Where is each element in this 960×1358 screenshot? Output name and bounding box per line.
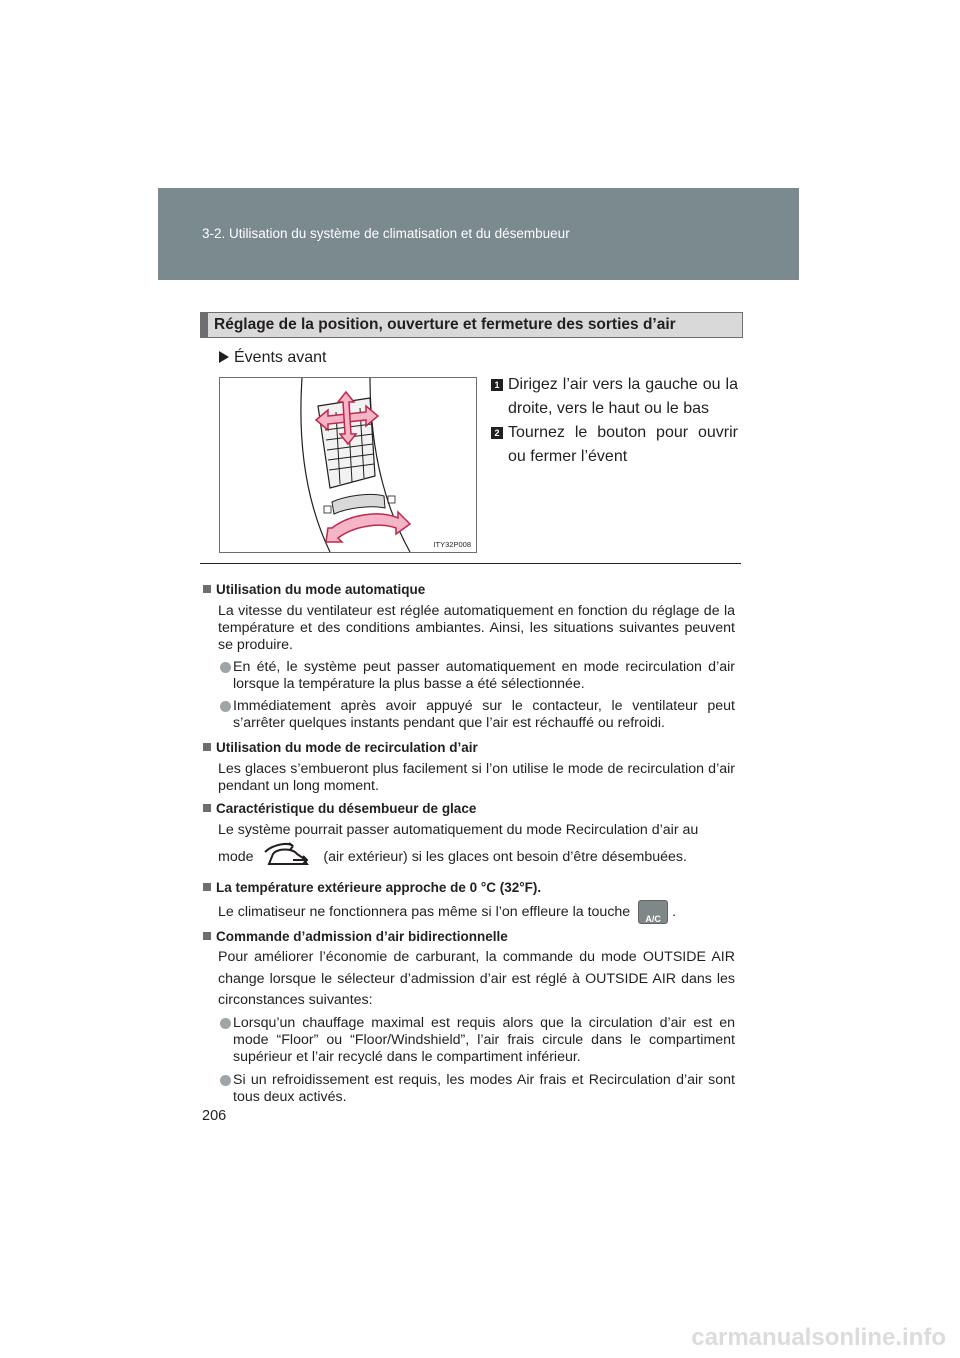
square-bullet-icon (203, 804, 211, 812)
bullet-auto-1 (220, 659, 735, 693)
note-heading-defog (203, 801, 476, 816)
round-bullet-icon (220, 1075, 231, 1086)
step-1 (491, 373, 738, 421)
round-bullet-icon (220, 662, 231, 673)
bullet-bidir-1-text: Lorsqu’un chauffage maximal est requis alors que la circulation d’air est en mode “Floor” ou “Floor/Windshield”, l’air frais circule dans le compartiment supérieur et l’air recyclé dans le compartiment inférieur. (233, 1015, 735, 1065)
step-number-1: 1 (491, 379, 503, 391)
note-heading-temp-text: La température extérieure approche de 0 °C (32°F). (216, 880, 542, 895)
note-heading-auto (203, 582, 425, 597)
note-text-defog-b (218, 842, 735, 872)
bullet-auto-2 (220, 698, 735, 732)
defog-text-c: (air extérieur) si les glaces ont besoin d’être désembuées. (323, 849, 687, 865)
note-text-temp-a: Le climatiseur ne fonctionnera pas même si l’on effleure la touche (218, 904, 631, 920)
note-heading-bidir-text: Commande d’admission d’air bidirectionnelle (216, 929, 508, 944)
note-heading-recirc (203, 740, 478, 755)
note-text-recirc: Les glaces s’embueront plus facilement si l’on utilise le mode de recirculation d’air pendant un long moment. (218, 761, 735, 794)
air-vent-icon (220, 378, 476, 552)
step-text-2: Tournez le bouton pour ouvrir ou fermer l’évent (508, 424, 738, 465)
note-text-defog-a: Le système pourrait passer automatiquement du mode Recirculation d’air au (218, 822, 699, 838)
breadcrumb: 3-2. Utilisation du système de climatisation et du désembueur (202, 226, 570, 241)
vents-label-text: Évents avant (234, 349, 327, 366)
round-bullet-icon (220, 701, 231, 712)
figure-code: ITY32P008 (433, 540, 471, 549)
ac-button-icon (638, 900, 668, 924)
square-bullet-icon (203, 932, 211, 940)
section-title-tab (201, 313, 208, 337)
section-title: Réglage de la position, ouverture et fermeture des sorties d’air (214, 316, 676, 333)
note-heading-auto-text: Utilisation du mode automatique (216, 582, 426, 597)
step-2 (491, 421, 738, 469)
note-text-temp-b: . (672, 904, 677, 920)
section-divider (200, 563, 741, 564)
square-bullet-icon (203, 883, 211, 891)
vent-illustration (219, 377, 477, 553)
note-heading-defog-text: Caractéristique du désembueur de glace (216, 801, 477, 816)
bullet-bidir-1 (220, 1015, 735, 1066)
ac-button-label: A/C (645, 914, 661, 925)
bullet-bidir-2 (220, 1072, 735, 1106)
note-heading-temp (203, 880, 541, 895)
note-text-auto: La vitesse du ventilateur est réglée automatiquement en fonction du réglage de la température et des conditions ambiantes. Ainsi, les situations suivantes peuvent se produire. (218, 603, 735, 653)
page-number: 206 (202, 1108, 227, 1124)
step-number-2: 2 (491, 427, 503, 439)
note-heading-recirc-text: Utilisation du mode de recirculation d’air (216, 740, 478, 755)
round-bullet-icon (220, 1018, 231, 1029)
defog-mode-word: mode (218, 849, 254, 865)
bullet-auto-1-text: En été, le système peut passer automatiquement en mode recirculation d’air lorsque la température la plus basse a été sélectionnée. (233, 659, 735, 692)
outside-air-icon (263, 842, 313, 872)
watermark: carmanualsonline.info (691, 1324, 946, 1351)
note-text-bidir: Pour améliorer l’économie de carburant, la commande du mode OUTSIDE AIR change lorsque le sélecteur d’admission d’air est réglé à OUTSIDE AIR dans les circonstances suivantes: (218, 949, 735, 1008)
square-bullet-icon (203, 743, 211, 751)
arrow-right-icon (219, 351, 229, 363)
step-text-1: Dirigez l’air vers la gauche ou la droite, vers le haut ou le bas (508, 376, 738, 417)
square-bullet-icon (203, 585, 211, 593)
bullet-auto-2-text: Immédiatement après avoir appuyé sur le contacteur, le ventilateur peut s’arrêter quelques instants pendant que l’air est réchauffé ou refroidi. (233, 698, 735, 731)
bullet-bidir-2-text: Si un refroidissement est requis, les modes Air frais et Recirculation d’air sont tous deux activés. (233, 1072, 735, 1105)
note-heading-bidir (203, 929, 508, 944)
section-title-bar (200, 312, 743, 338)
chapter-header (158, 188, 799, 280)
note-text-temp (218, 899, 735, 925)
vents-label (219, 349, 327, 367)
